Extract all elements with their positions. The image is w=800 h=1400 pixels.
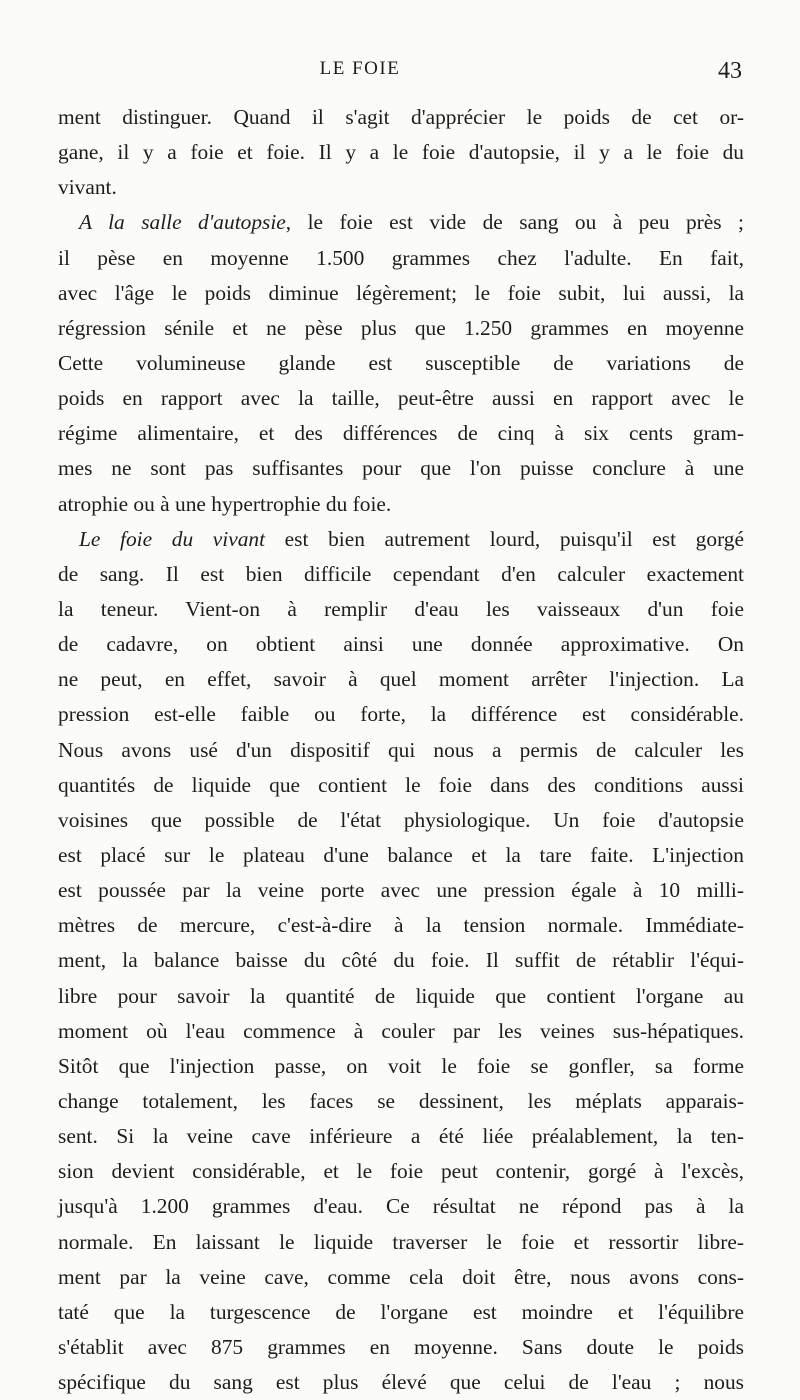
text-line: ne peut, en effet, savoir à quel moment arrêter l'injection. La [58,667,744,692]
body-text [58,100,744,1400]
text-line: ment par la veine cave, comme cela doit être, nous avons cons- [58,1264,744,1289]
italic-phrase: A la salle d'autopsie [79,210,286,235]
text-line: A la salle d'autopsie, le foie est vide de sang ou à peu près ; [79,210,744,235]
text-line: Sitôt que l'injection passe, on voit le foie se gonfler, sa forme [58,1053,744,1078]
text-line: normale. En laissant le liquide traverser le foie et ressortir libre- [58,1229,744,1254]
text-line: poids en rapport avec la taille, peut-être aussi en rapport avec le [58,386,744,411]
text-line: ment distinguer. Quand il s'agit d'apprécier le poids de cet or- [58,105,744,129]
text-line: ment, la balance baisse du côté du foie. Il suffit de rétablir l'équi- [58,948,744,973]
text-line: Nous avons usé d'un dispositif qui nous a permis de calculer les [58,737,744,762]
text-line: s'établit avec 875 grammes en moyenne. Sans doute le poids [58,1334,744,1359]
text-line: la teneur. Vient-on à remplir d'eau les vaisseaux d'un foie [58,596,744,621]
text-line: sent. Si la veine cave inférieure a été liée préalablement, la ten- [58,1124,744,1149]
text-line: change totalement, les faces se dessinent, les méplats apparais- [58,1088,744,1113]
text-line: atrophie ou à une hypertrophie du foie. [58,491,392,516]
text-line: quantités de liquide que contient le foie dans des conditions aussi [58,772,744,797]
text-line: Cette volumineuse glande est susceptible de variations de [58,350,744,375]
running-title: LE FOIE [319,58,401,79]
text-line: libre pour savoir la quantité de liquide que contient l'organe au [58,983,744,1008]
text-line: mes ne sont pas suffisantes pour que l'on puisse conclure à une [58,456,744,481]
text-line: moment où l'eau commence à couler par les veines sus-hépatiques. [58,1018,744,1043]
text-line: est poussée par la veine porte avec une pression égale à 10 milli- [58,878,744,903]
text-line: jusqu'à 1.200 grammes d'eau. Ce résultat ne répond pas à la [58,1194,744,1219]
text-line: il pèse en moyenne 1.500 grammes chez l'adulte. En fait, [58,245,744,270]
text-line: Le foie du vivant est bien autrement lourd, puisqu'il est gorgé [79,526,744,551]
text-line: taté que la turgescence de l'organe est moindre et l'équilibre [58,1299,744,1324]
text-line: est placé sur le plateau d'une balance et la tare faite. L'injection [58,842,744,867]
text-line: de sang. Il est bien difficile cependant d'en calculer exactement [58,561,744,586]
text-line: voisines que possible de l'état physiologique. Un foie d'autopsie [58,807,744,832]
text-line: régression sénile et ne pèse plus que 1.250 grammes en moyenne [58,315,744,340]
running-head [0,58,800,88]
text-line: gane, il y a foie et foie. Il y a le foie d'autopsie, il y a le foie du [58,140,744,165]
italic-phrase: Le foie du vivant [79,526,266,551]
text-line: sion devient considérable, et le foie peut contenir, gorgé à l'excès, [58,1159,744,1184]
text-line: avec l'âge le poids diminue légèrement; le foie subit, lui aussi, la [58,280,744,305]
text-line: mètres de mercure, c'est-à-dire à la tension normale. Immédiate- [58,913,744,938]
text-line: de cadavre, on obtient ainsi une donnée approximative. On [58,632,744,657]
text-line: régime alimentaire, et des différences de cinq à six cents gram- [58,421,744,446]
text-line: vivant. [58,175,117,200]
text-line: pression est-elle faible ou forte, la différence est considérable. [58,702,744,727]
text-line: spécifique du sang est plus élevé que celui de l'eau ; nous [58,1370,744,1395]
page-number: 43 [718,58,742,84]
